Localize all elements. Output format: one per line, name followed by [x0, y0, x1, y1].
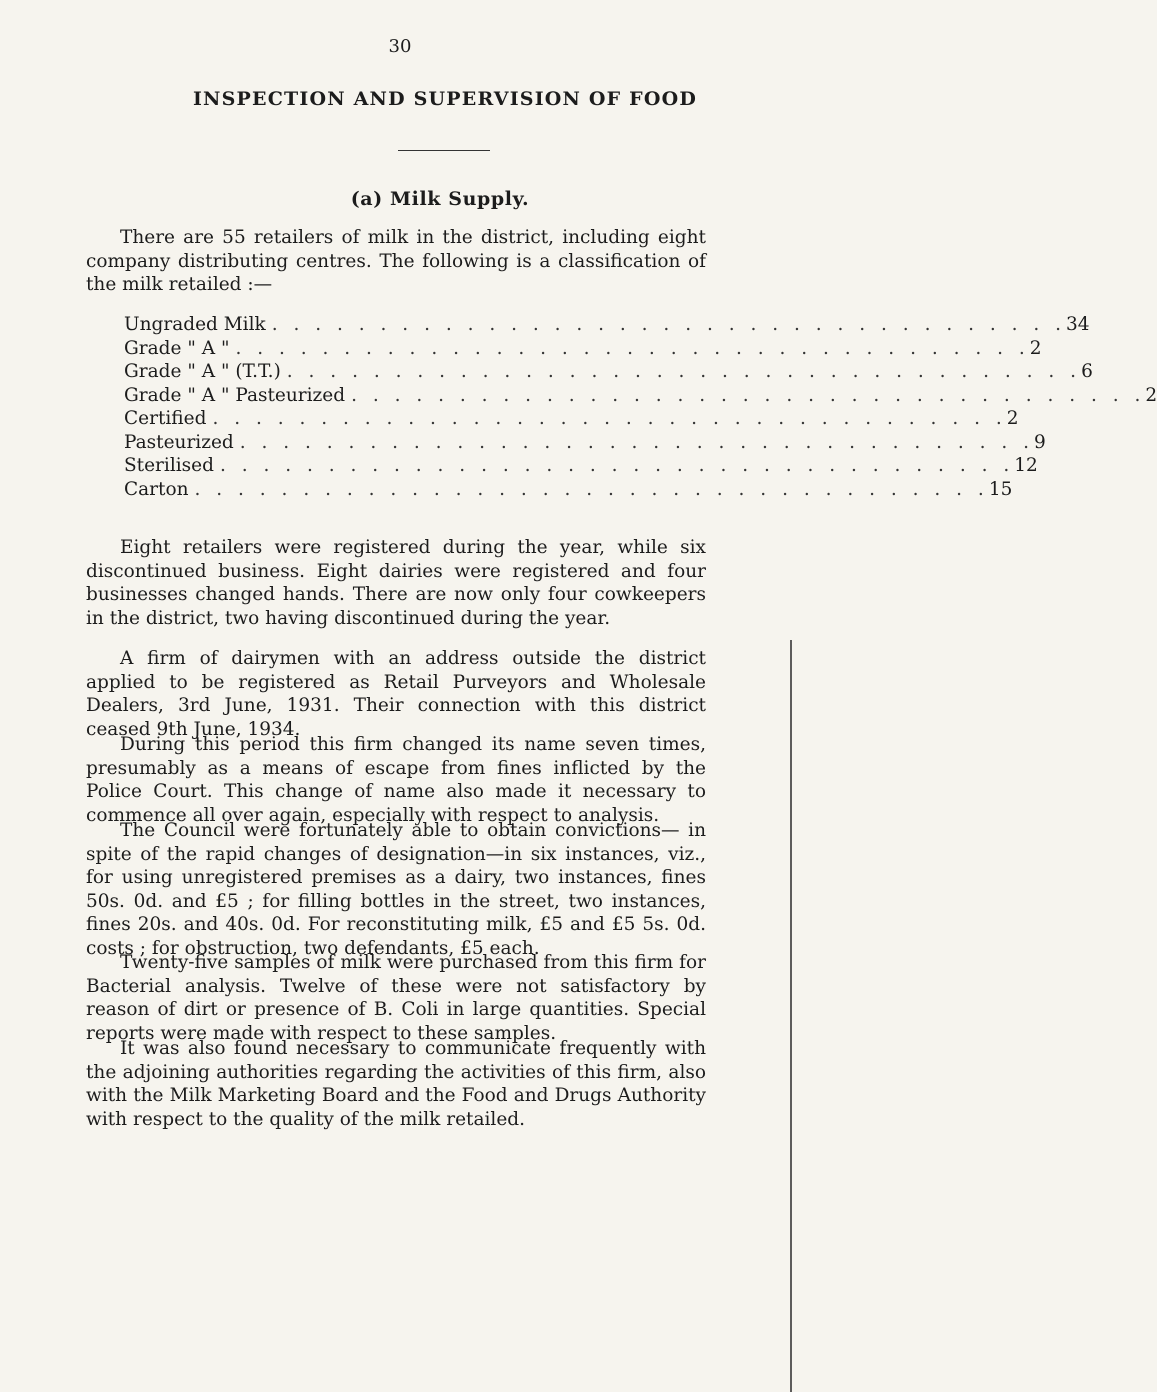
milk-grade-label: Certified — [124, 408, 207, 429]
milk-grade-label: Sterilised — [124, 455, 214, 476]
milk-grade-label: Pasteurized — [124, 431, 234, 453]
milk-grade-count: 9 — [1034, 431, 1046, 453]
table-row — [124, 455, 1038, 479]
dot-leader: . . . . . . . . . . . . . . . . . . . . . . . . . . . . . . . . . . . . . — [235, 337, 1030, 359]
dot-leader: . . . . . . . . . . . . . . . . . . . . . . . . . . . . . . . . . . . . . — [219, 455, 1015, 476]
milk-grade-label: Grade " A " (T.T.) — [124, 361, 281, 382]
retailers-paragraph: Eight retailers were registered during the year, while six discontinued business. Eight dairies were registered and four businesses changed hands. There are now only four cowkeepers in the district, two having discontinued during the year. — [86, 537, 706, 629]
milk-grade-count: 2 — [1145, 384, 1157, 406]
table-row — [124, 408, 1019, 432]
milk-classification-table — [124, 314, 1157, 502]
milk-grade-count: 12 — [1014, 455, 1038, 476]
dot-leader: . . . . . . . . . . . . . . . . . . . . . . . . . . . . . . . . . . . . . — [194, 478, 989, 500]
milk-grade-count: 6 — [1081, 361, 1093, 382]
milk-grade-label: Grade " A " Pasteurized — [124, 384, 346, 406]
dot-leader: . . . . . . . . . . . . . . . . . . . . . . . . . . . . . . . . . . . . . — [239, 431, 1035, 453]
dot-leader: . . . . . . . . . . . . . . . . . . . . . . . . . . . . . . . . . . . . . — [286, 361, 1082, 382]
milk-grade-count: 2 — [1006, 408, 1019, 429]
milk-grade-label: Ungraded Milk — [124, 314, 266, 335]
milk-grade-label: Grade " A " — [124, 337, 230, 359]
dot-leader: . . . . . . . . . . . . . . . . . . . . . . . . . . . . . . . . . . . . . — [351, 384, 1146, 406]
table-row — [124, 431, 1046, 456]
page-edge-shadow — [790, 640, 792, 1392]
firm-paragraph: A firm of dairymen with an address outside the district applied to be registered as Retail Purveyors and Wholesale Dealers, 3rd June, 1931. Their connection with this district ceased 9th June, 1934. — [86, 648, 706, 740]
communication-paragraph: It was also found necessary to communicate frequently with the adjoining authorities regarding the activities of this firm, also with the Milk Marketing Board and the Food and Drugs Authority with respect to the quality of the milk retailed. — [86, 1038, 706, 1130]
milk-grade-count: 15 — [988, 478, 1013, 500]
table-row — [124, 314, 1090, 338]
milk-grade-count: 34 — [1066, 314, 1090, 335]
council-convictions-paragraph: The Council were fortunately able to obtain convictions— in spite of the rapid changes of designation—in six instances, viz., for using unregistered premises as a dairy, two instances, fines 50s. 0d. and £5 ; for filling bottles in the street, two instances, fines 20s. and 40s. 0d. For reconstituting milk, £5 and £5 5s. 0d. costs ; for obstruction, two defendants, £5 each. — [86, 820, 706, 959]
dot-leader: . . . . . . . . . . . . . . . . . . . . . . . . . . . . . . . . . . . . . — [212, 408, 1007, 429]
table-row — [124, 361, 1093, 385]
heading-divider — [398, 150, 490, 151]
table-row — [124, 337, 1042, 362]
page-title: INSPECTION AND SUPERVISION OF FOOD — [192, 88, 698, 110]
intro-paragraph: There are 55 retailers of milk in the district, including eight company distributing centres. The following is a classification of the milk retailed :— — [86, 227, 706, 295]
table-row — [124, 384, 1157, 409]
name-change-paragraph: During this period this firm changed its name seven times, presumably as a means of escape from fines inflicted by the Police Court. This change of name also made it necessary to commence all over again, especially with respect to analysis. — [86, 734, 706, 826]
page-number: 30 — [388, 36, 412, 57]
milk-grade-count: 2 — [1029, 337, 1042, 359]
section-heading: (a) Milk Supply. — [350, 188, 530, 210]
samples-paragraph: Twenty-five samples of milk were purchased from this firm for Bacterial analysis. Twelve of these were not satisfactory by reason of dirt or presence of B. Coli in large quantities. Special reports were made with respect to these samples. — [86, 952, 706, 1044]
table-row — [124, 478, 1013, 503]
dot-leader: . . . . . . . . . . . . . . . . . . . . . . . . . . . . . . . . . . . . . — [271, 314, 1067, 335]
milk-grade-label: Carton — [124, 478, 189, 500]
